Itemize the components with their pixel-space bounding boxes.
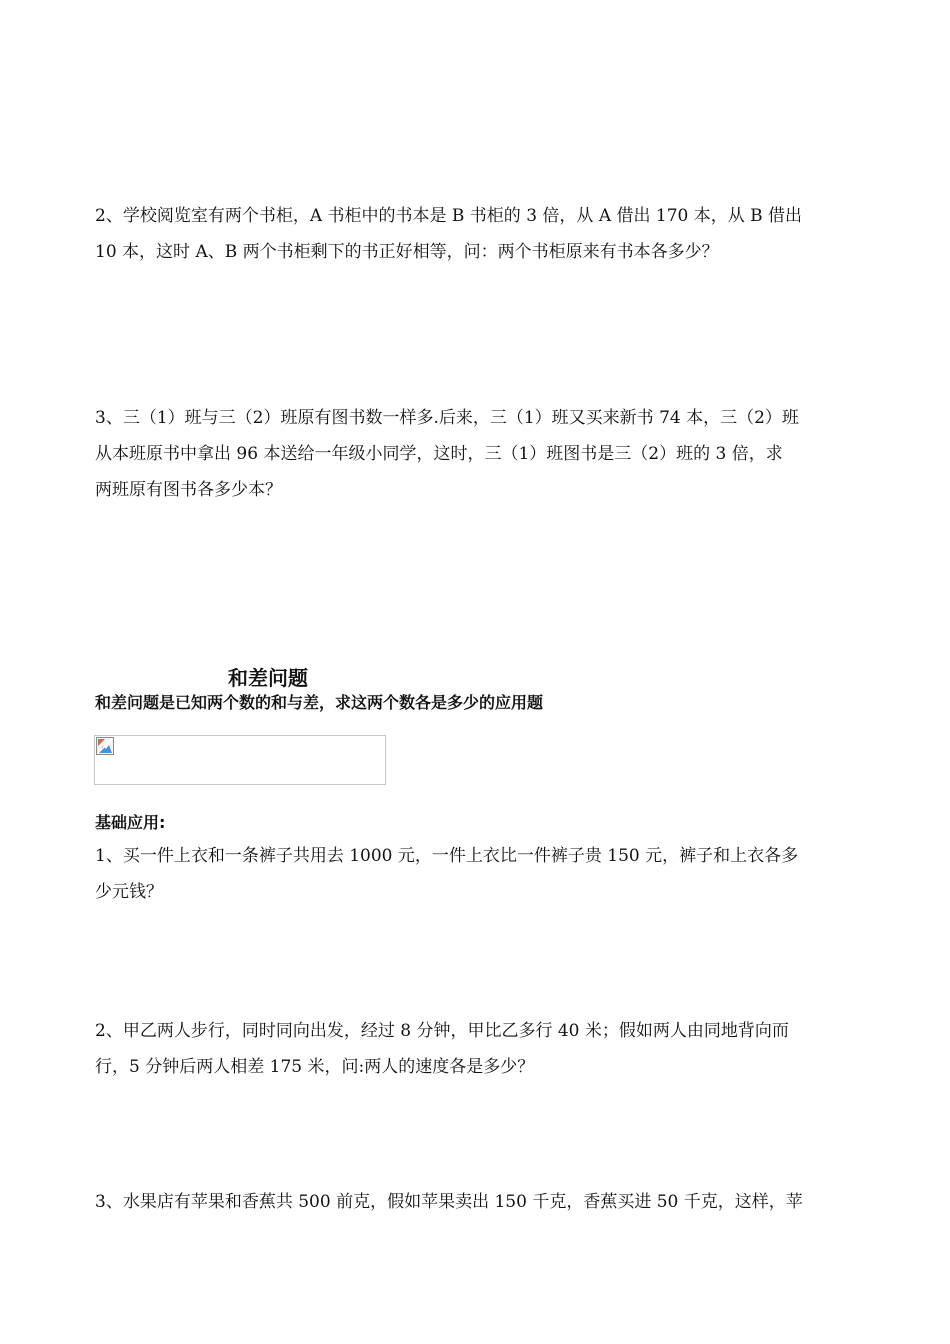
problem-line: 从本班原书中拿出 96 本送给一年级小同学，这时，三（1）班图书是三（2）班的 3 倍，求 — [95, 444, 783, 464]
problem-line: 少元钱？ — [95, 882, 163, 902]
problem-2-book-cabinets — [95, 198, 865, 270]
basic-application-heading: 基础应用: — [95, 813, 166, 832]
problem-line: 10 本，这时 A、B 两个书柜剩下的书正好相等，问：两个书柜原来有书本各多少？ — [95, 242, 719, 262]
problem-line: 3、水果店有苹果和香蕉共 500 前克，假如苹果卖出 150 千克，香蕉买进 50 千克，这样，苹 — [95, 1192, 803, 1212]
section-title: 和差问题 — [228, 666, 308, 690]
problem-line: 两班原有图书各多少本？ — [95, 480, 282, 500]
image-placeholder — [94, 735, 386, 785]
problem-line: 行，5 分钟后两人相差 175 米，问:两人的速度各是多少？ — [95, 1057, 535, 1077]
problem-3-fruit-store — [95, 1184, 865, 1220]
problem-3-class-books — [95, 400, 865, 508]
broken-image-icon — [96, 737, 114, 755]
section-description: 和差问题是已知两个数的和与差，求这两个数各是多少的应用题 — [95, 693, 544, 712]
problem-1-clothes — [95, 838, 865, 910]
problem-2-walking — [95, 1013, 865, 1085]
problem-line: 1、买一件上衣和一条裤子共用去 1000 元，一件上衣比一件裤子贵 150 元，裤子和上衣各多 — [95, 846, 799, 866]
problem-line: 3、三（1）班与三（2）班原有图书数一样多.后来，三（1）班又买来新书 74 本，三（2）班 — [95, 408, 799, 428]
problem-line: 2、学校阅览室有两个书柜，A 书柜中的书本是 B 书柜的 3 倍，从 A 借出 170 本，从 B 借出 — [95, 206, 803, 226]
problem-line: 2、甲乙两人步行，同时同向出发，经过 8 分钟，甲比乙多行 40 米；假如两人由同地背向而 — [95, 1021, 789, 1041]
